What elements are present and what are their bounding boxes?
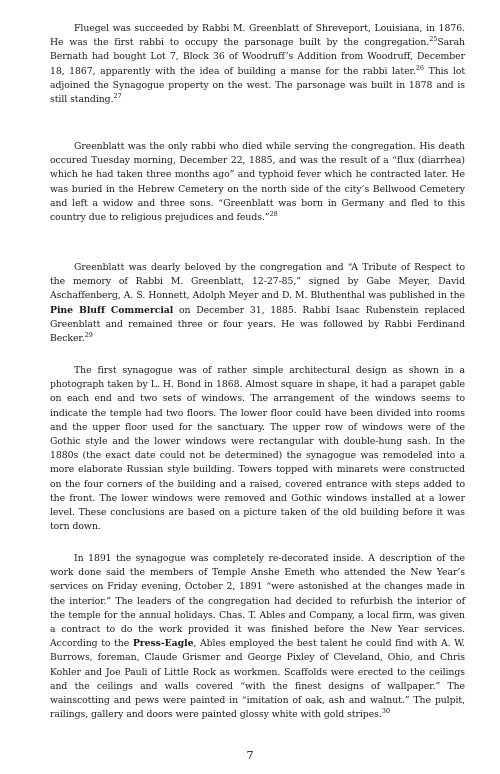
text-run: In 1891 the synagogue was completely re-decorated inside. A description of the work done said the members of Temple Anshe Emeth who attended the New Year’s services on Friday evening, October 2, 1891 “were astonished at the changes made in the interior.” The leaders of the congregation had decided to refurbish the interior of the temple for the annual holidays. Chas. T. Ables and Company, a local firm, was given a contract to do the work provided it was finished before the New Year services. According to the: [50, 553, 465, 650]
text-run: Greenblatt was the only rabbi who died while serving the congregation. His death occured Tuesday morning, December 22, 1885, and was the result of a “flux (diarrhea) which he had taken three months ago” and typhoid fever which he contracted later. He was buried in the Hebrew Cemetery on the north side of the city’s Bellwood Cemetery and left a widow and three sons. “Greenblatt was born in Germany and fled to this country due to religious prejudices and feuds.”: [50, 141, 465, 224]
paragraph-first-synagogue: The first synagogue was of rather simple architectural design as shown in a photograph taken by L. H. Bond in 1868. Almost square in shape, it had a parapet gable on each end and two sets of windows. The arrangement of the windows seems to indicate the temple had two floors. The lower floor could have been divided into rooms and the upper floor used for the sanctuary. The upper row of windows were of the Gothic style and the lower windows were rectangular with double-hung sash. In the 1880s (the exact date could not be determined) the synagogue was remodeled into a more elaborate Russian style building. Towers topped with minarets were constructed on the four corners of the building and a raised, covered entrance with steps added to the front. The lower windows were removed and Gothic windows installed at a lower level. These conclusions are based on a picture taken of the old building before it was torn down.: [50, 365, 465, 533]
footnote-ref-26: 26: [415, 63, 425, 72]
text-run: Greenblatt was dearly beloved by the congregation and “A Tribute of Respect to the memory of Rabbi M. Greenblatt, 12-27-85,” signed by Gabe Meyer, David Aschaffenberg, A. S. Honnett, Adolph Meyer and D. M. Bluthenthal was published in the: [50, 262, 465, 302]
text-run: This lot adjoined the Synagogue property on the west. The parsonage was built in 1878 and is still standing.: [50, 65, 466, 106]
footnote-ref-30: 30: [381, 707, 390, 716]
footnote-ref-27: 27: [113, 92, 122, 101]
newspaper-title: Press-Eagle: [132, 638, 194, 650]
text-run: on December 31, 1885. Rabbi Isaac Rubenstein replaced Greenblatt and remained three or four years. He was followed by Rabbi Ferdinand Becker.: [50, 304, 465, 345]
footnote-ref-29: 29: [84, 331, 93, 340]
text-run: Fluegel was succeeded by Rabbi M. Greenblatt of Shreveport, Louisiana, in 1876. He was the first rabbi to occupy the parsonage built by the congregation.: [50, 23, 465, 49]
paragraph-greenblatt-arrival: [50, 22, 465, 107]
newspaper-title: Pine Bluff Commercial: [50, 304, 174, 316]
paragraph-tribute: [50, 261, 465, 346]
paragraph-greenblatt-death: [50, 140, 465, 225]
text-run: , Ables employed the best talent he could find with A. W. Burrows, foreman, Claude Grismer and George Pixley of Cleveland, Ohio, and Chris Kohler and Joe Pauli of Little Rock as workmen. Scaffolds were erected to the ceilings and the ceilings and walls covered “with the finest designs of wallpaper.” The wainscotting and pews were painted in “imitation of oak, ash and walnut.” The pulpit, railings, gallery and doors were painted glossy white with gold stripes.: [50, 638, 465, 721]
paragraph-redecoration: [50, 552, 465, 722]
page-number: 7: [246, 749, 254, 762]
footnote-ref-28: 28: [269, 210, 278, 219]
footnote-ref-25: 25: [429, 35, 438, 44]
text-run: Sarah Bernath had bought Lot 7, Block 36 of Woodruff’s Addition from Woodruff, December 18, 1867, apparently with the idea of building a manse for the rabbi later.: [50, 37, 465, 77]
